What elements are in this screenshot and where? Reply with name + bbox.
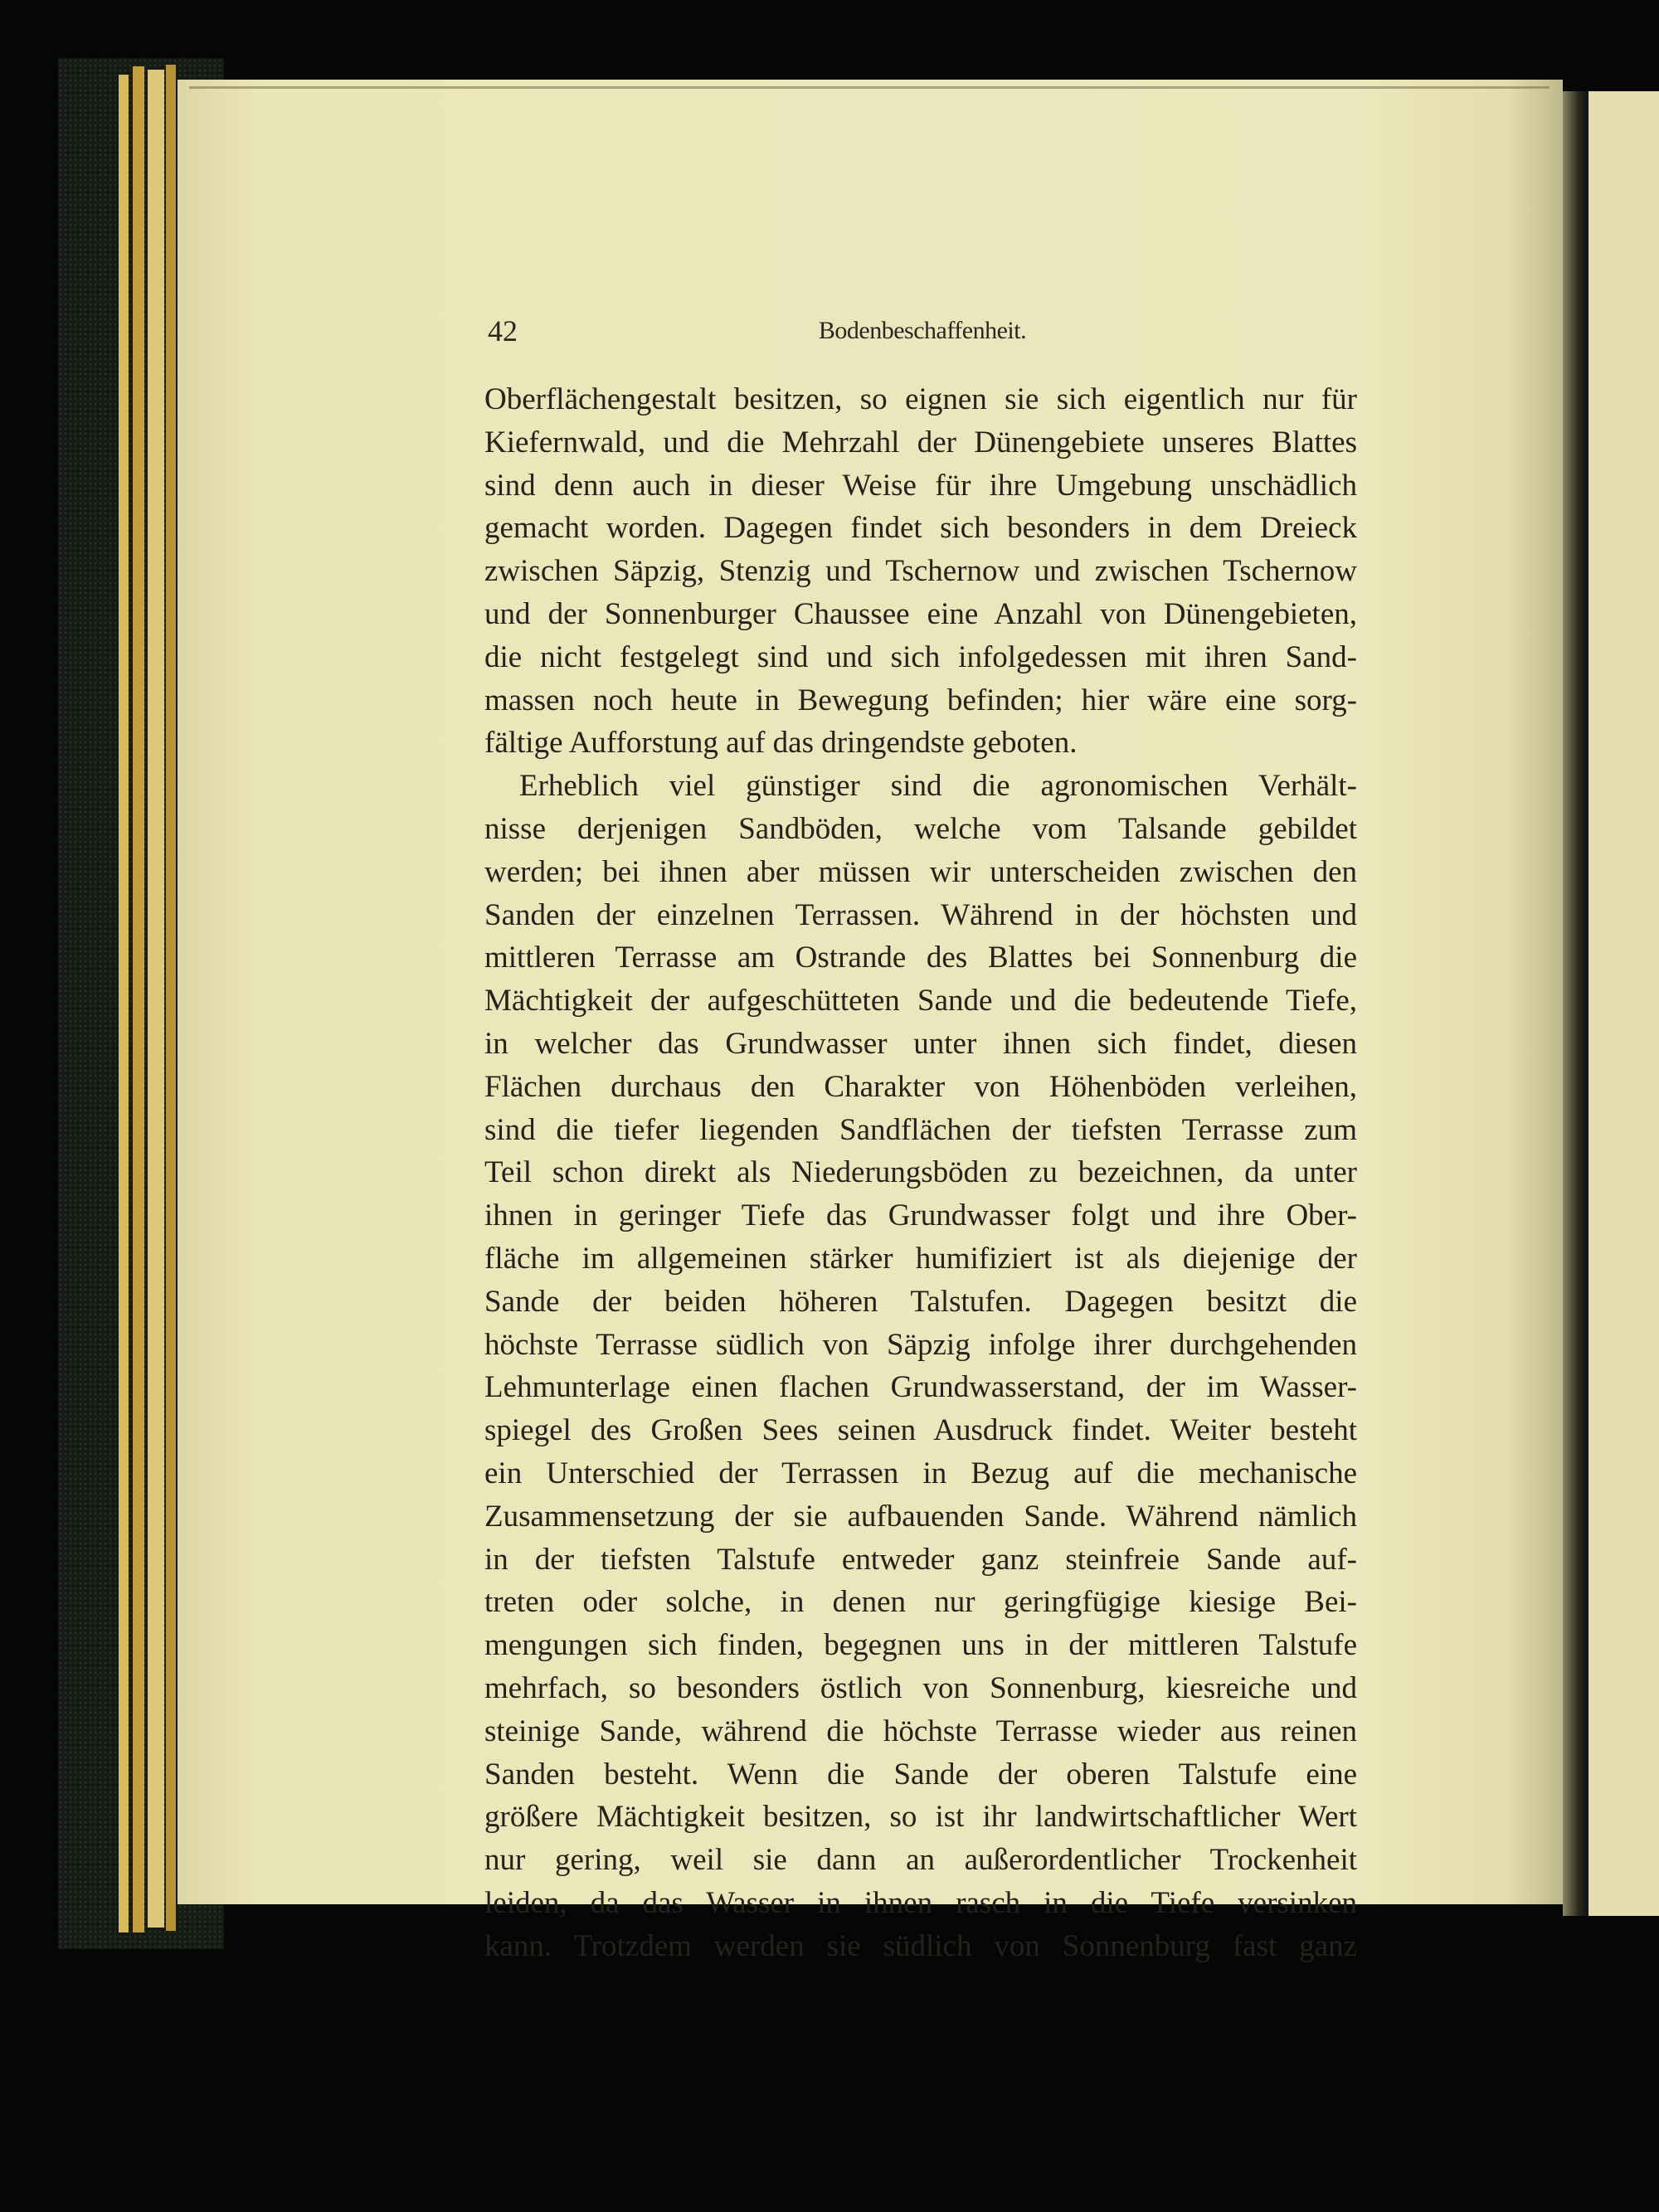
text-line: Erheblich viel günstiger sind die agronomischen Verhält-	[519, 769, 1357, 804]
text-line: sind die tiefer liegenden Sandflächen der tiefsten Terrasse zum	[484, 1112, 1357, 1147]
text-line: Sande der beiden höheren Talstufen. Dagegen besitzt die	[484, 1284, 1357, 1319]
text-line: mehrfach, so besonders östlich von Sonnenburg, kiesreiche und	[484, 1670, 1357, 1705]
text-line: Flächen durchaus den Charakter von Höhenböden verleihen,	[484, 1069, 1357, 1104]
text-line: zwischen Säpzig, Stenzig und Tschernow und zwischen Tschernow	[484, 554, 1357, 589]
page-edge	[119, 75, 129, 1932]
text-line: Kiefernwald, und die Mehrzahl der Dünengebiete unseres Blattes	[484, 425, 1357, 459]
running-header	[488, 314, 1357, 355]
text-line: leiden, da das Wasser in ihnen rasch in die Tiefe versinken	[484, 1885, 1357, 1920]
text-line: kann. Trotzdem werden sie südlich von Sonnenburg fast ganz	[484, 1928, 1357, 1963]
running-title: Bodenbeschaffenheit.	[818, 317, 1027, 344]
text-line: und der Sonnenburger Chaussee eine Anzahl von Dünengebieten,	[484, 596, 1357, 631]
text-line: spiegel des Großen Sees seinen Ausdruck findet. Weiter besteht	[484, 1413, 1357, 1448]
text-line: höchste Terrasse südlich von Säpzig infolge ihrer durchgehenden	[484, 1327, 1357, 1362]
text-line: massen noch heute in Bewegung befinden; hier wäre eine sorg-	[484, 683, 1357, 717]
text-line: Zusammensetzung der sie aufbauenden Sande. Während nämlich	[484, 1499, 1357, 1534]
page-edge	[133, 66, 144, 1932]
text-line: mittleren Terrasse am Ostrande des Blattes bei Sonnenburg die	[484, 941, 1357, 975]
text-line: ihnen in geringer Tiefe das Grundwasser folgt und ihre Ober-	[484, 1198, 1357, 1233]
text-line: Lehmunterlage einen flachen Grundwasserstand, der im Wasser-	[484, 1370, 1357, 1405]
facing-page	[1588, 91, 1659, 1916]
text-line: Mächtigkeit der aufgeschütteten Sande und die bedeutende Tiefe,	[484, 984, 1357, 1018]
text-line: treten oder solche, in denen nur geringfügige kiesige Bei-	[484, 1585, 1357, 1620]
page-edge	[166, 65, 176, 1931]
text-line: gemacht worden. Dagegen findet sich besonders in dem Dreieck	[484, 511, 1357, 546]
text-line: ein Unterschied der Terrassen in Bezug auf die mechanische	[484, 1456, 1357, 1490]
text-line: in der tiefsten Talstufe entweder ganz steinfreie Sande auf-	[484, 1542, 1357, 1577]
text-line: nur gering, weil sie dann an außerordentlicher Trockenheit	[484, 1843, 1357, 1878]
text-line: mengungen sich finden, begegnen uns in der mittleren Talstufe	[484, 1628, 1357, 1663]
text-line: größere Mächtigkeit besitzen, so ist ihr landwirtschaftlicher Wert	[484, 1800, 1357, 1835]
text-line: die nicht festgelegt sind und sich infolgedessen mit ihren Sand-	[484, 639, 1357, 674]
text-line: Teil schon direkt als Niederungsböden zu bezeichnen, da unter	[484, 1155, 1357, 1190]
text-line: steinige Sande, während die höchste Terrasse wieder aus reinen	[484, 1714, 1357, 1748]
book-gutter	[1563, 91, 1588, 1916]
text-line: in welcher das Grundwasser unter ihnen sich findet, diesen	[484, 1026, 1357, 1061]
text-line: sind denn auch in dieser Weise für ihre Umgebung unschädlich	[484, 468, 1357, 503]
page-top-edge	[189, 86, 1550, 89]
text-line: fläche im allgemeinen stärker humifiziert ist als diejenige der	[484, 1241, 1357, 1276]
page-number: 42	[488, 314, 518, 348]
text-line: nisse derjenigen Sandböden, welche vom Talsande gebildet	[484, 811, 1357, 846]
text-line: Oberflächengestalt besitzen, so eignen sie sich eigentlich nur für	[484, 382, 1357, 416]
page-edge	[148, 70, 164, 1928]
text-line: werden; bei ihnen aber müssen wir unterscheiden zwischen den	[484, 854, 1357, 889]
text-line: fältige Aufforstung auf das dringendste geboten.	[484, 726, 1078, 761]
body-text	[484, 378, 1357, 1967]
text-line: Sanden besteht. Wenn die Sande der oberen Talstufe eine	[484, 1757, 1357, 1791]
text-line: Sanden der einzelnen Terrassen. Während in der höchsten und	[484, 897, 1357, 932]
